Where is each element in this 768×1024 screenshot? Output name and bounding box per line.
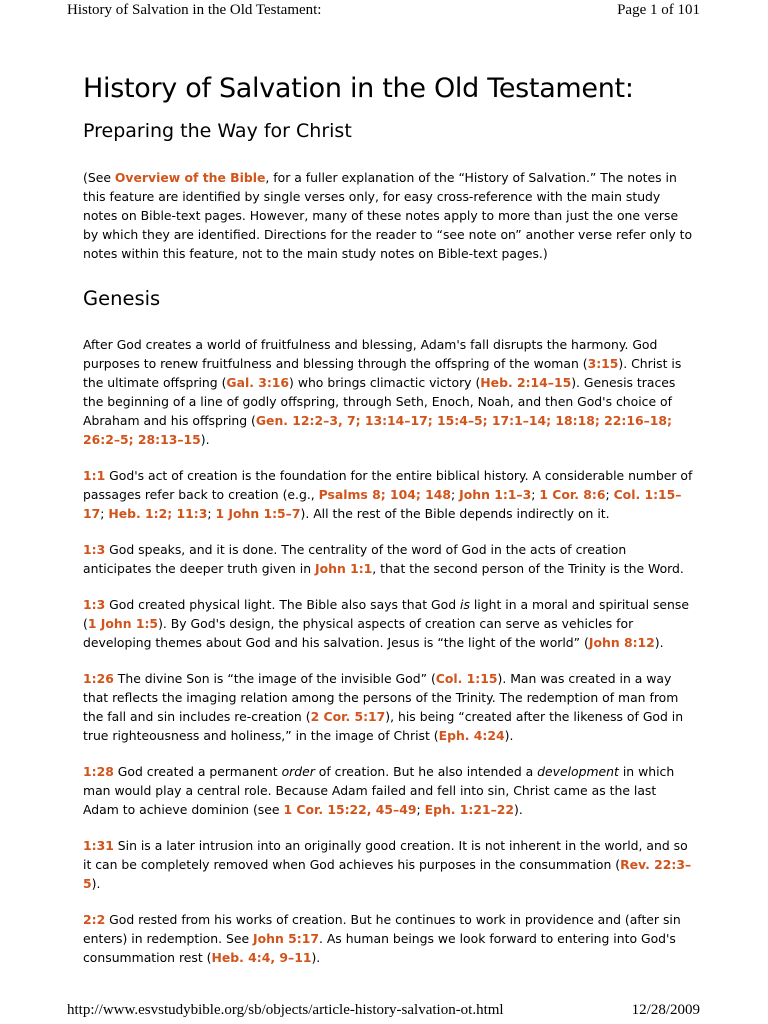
reference-link[interactable]: Col. 1:15 [435,671,498,686]
verse-link[interactable]: 1:3 [83,597,106,612]
verse-link[interactable]: 1:31 [83,838,114,853]
section-heading-genesis: Genesis [83,287,161,310]
reference-link[interactable]: Eph. 1:21–22 [424,802,515,817]
reference-link[interactable]: Eph. 4:24 [438,728,505,743]
reference-link[interactable]: 1 John 1:5–7 [215,506,301,521]
note-text: ). By God's design, the physical aspects of creation can serve as vehicles for developing themes about God and his salvation. Jesus is “the light of the world” ( [83,616,634,650]
paragraph-text: ). [200,432,210,447]
header-title: History of Salvation in the Old Testament: [67,2,322,18]
reference-link[interactable]: Rev. 22:3–5 [83,857,692,891]
reference-link[interactable]: Heb. 1:2; 11:3 [108,506,208,521]
footer-url: http://www.esvstudybible.org/sb/objects/article-history-salvation-ot.html [67,1002,504,1018]
note-text: Sin is a later intrusion into an originally good creation. It is not inherent in the world, and so it can be completely removed when God achieves his purposes in the consummation ( [83,838,688,872]
article [83,70,693,984]
note-text: of creation. But he also intended a [314,764,538,779]
note-1-28 [83,762,693,819]
reference-link[interactable]: Gal. 3:16 [226,375,290,390]
verse-link[interactable]: 1:3 [83,542,106,557]
note-text: ). [654,635,664,650]
overview-of-bible-link[interactable]: Overview of the Bible [114,170,266,185]
verse-link[interactable]: 1:28 [83,764,114,779]
note-text: ; [531,487,540,502]
emphasis-text: development [537,764,619,779]
intro-paragraph [83,168,693,263]
emphasis-text: is [460,597,470,612]
note-text: ). [514,802,523,817]
verse-link[interactable]: 1:1 [83,468,106,483]
print-header [0,0,768,22]
note-text: . As human beings we look forward to entering into God's consummation rest ( [83,931,676,965]
reference-link[interactable]: 1 Cor. 8:6 [539,487,606,502]
note-text: ; [451,487,460,502]
note-text: ; [100,506,109,521]
note-text: ). All the rest of the Bible depends indirectly on it. [300,506,610,521]
emphasis-text: order [281,764,315,779]
reference-link[interactable]: 1 Cor. 15:22, 45–49 [283,802,417,817]
note-text: ). [91,876,101,891]
reference-link[interactable]: John 1:1–3 [459,487,532,502]
note-text: light in a moral and spiritual sense ( [83,597,689,631]
note-text: God rested from his works of creation. But he continues to work in providence and (after sin enters) in redemption. See [83,912,681,946]
note-text: God's act of creation is the foundation for the entire biblical history. A considerable number of passages refer back to creation (e.g., [83,468,693,502]
footer-date: 12/28/2009 [631,1002,700,1018]
note-1-3-word [83,540,693,578]
intro-text: (See [83,170,115,185]
article-subtitle: Preparing the Way for Christ [83,120,352,142]
paragraph-text: ). Christ is the ultimate offspring ( [83,356,682,390]
note-text: , that the second person of the Trinity is the Word. [372,561,684,576]
paragraph-text: After God creates a world of fruitfulness and blessing, Adam's fall disrupts the harmony. God purposes to renew fruitfulness and blessing through the offspring of the woman ( [83,337,658,371]
article-title: History of Salvation in the Old Testament: [83,73,634,104]
note-2-2 [83,910,693,967]
note-text: The divine Son is “the image of the invisible God” ( [113,671,436,686]
note-1-1 [83,466,693,523]
reference-link[interactable]: Gen. 12:2–3, 7; 13:14–17; 15:4–5; 17:1–14; 18:18; 22:16–18; 26:2–5; 28:13–15 [83,413,672,447]
note-text: God created physical light. The Bible also says that God [105,597,461,612]
note-text: ). [311,950,321,965]
reference-link[interactable]: John 1:1 [315,561,373,576]
reference-link[interactable]: Heb. 2:14–15 [480,375,572,390]
note-text: ). [504,728,514,743]
intro-text: , for a fuller explanation of the “History of Salvation.” The notes in this feature are identified by single verses only, for easy cross-reference with the main study notes on Bible-text pages. However, many of these notes apply to more than just the one verse by which they are identified. Directions for the reader to “see note on” another verse refer only to notes within this feature, not to the main study notes on Bible-text pages.) [83,170,693,261]
reference-link[interactable]: 3:15 [587,356,619,371]
note-text: ), his being “created after the likeness of God in true righteousness and holiness,” in the image of Christ ( [83,709,684,743]
note-text: ; [605,487,614,502]
reference-link[interactable]: Psalms 8; 104; 148 [318,487,452,502]
verse-link[interactable]: 2:2 [83,912,106,927]
verse-link[interactable]: 1:26 [83,671,114,686]
note-text: God speaks, and it is done. The centrality of the word of God in the acts of creation anticipates the deeper truth given in [83,542,627,576]
reference-link[interactable]: John 5:17 [253,931,319,946]
paragraph-text: ). Genesis traces the beginning of a line of godly offspring, through Seth, Enoch, Noah, and then God's choice of Abraham and his offspring ( [83,375,676,428]
print-footer [0,996,768,1024]
reference-link[interactable]: 1 John 1:5 [87,616,159,631]
note-text: in which man would play a central role. Because Adam failed and fell into sin, Christ came as the last Adam to achieve dominion (see [83,764,675,817]
note-1-26 [83,669,693,745]
reference-link[interactable]: John 8:12 [588,635,655,650]
reference-link[interactable]: Heb. 4:4, 9–11 [211,950,312,965]
note-1-31 [83,836,693,893]
note-1-3-light [83,595,693,652]
header-page-number: Page 1 of 101 [617,2,700,18]
note-text: ). Man was created in a way that reflects the imaging relation among the persons of the Trinity. The redemption of man from the fall and sin includes re-creation ( [83,671,679,724]
paragraph-text: ) who brings climactic victory ( [289,375,481,390]
note-text: ; [207,506,216,521]
note-text: ; [416,802,425,817]
reference-link[interactable]: 2 Cor. 5:17 [310,709,386,724]
note-text: God created a permanent [113,764,282,779]
genesis-intro-paragraph [83,335,693,449]
reference-link[interactable]: Col. 1:15–17 [83,487,682,521]
